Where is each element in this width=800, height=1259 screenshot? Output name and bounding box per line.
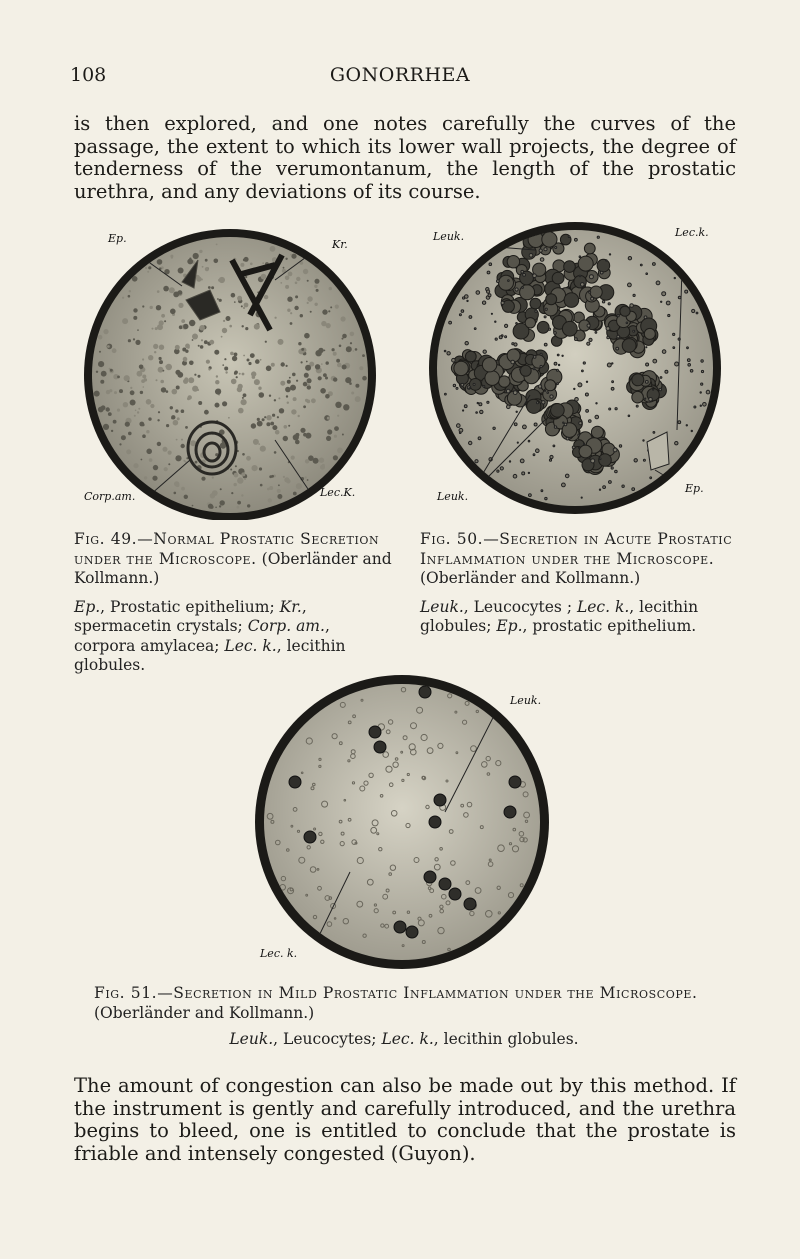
label-leuk-1: Leuk. xyxy=(433,230,465,243)
label-ep: Ep. xyxy=(685,482,704,495)
figure-50-micrograph xyxy=(415,220,735,520)
label-leuk: Leuk. xyxy=(510,694,542,707)
label-lec-k: Lec. k. xyxy=(260,947,298,960)
legend-fig-51: Leuk., Leucocytes; Lec. k., lecithin globules. xyxy=(229,1030,579,1048)
microscope-field xyxy=(264,684,540,960)
figure-51-micrograph xyxy=(240,672,570,974)
label-kr: Kr. xyxy=(332,238,348,251)
legend-fig-50: Leuk., Leucocytes ; Lec. k., lecithin globules; Ep., prostatic epithelium. xyxy=(420,597,699,635)
caption-fig-51: Fig. 51.—Secretion in Mild Prostatic Inflammation under the Microscope. (Oberländer and Kollmann.) Leuk., Leucocytes; Lec. k., lecithin globules. xyxy=(94,984,714,1050)
running-title: GONORRHEA xyxy=(329,64,471,86)
label-corp-am: Corp.am. xyxy=(84,490,136,503)
body-paragraph-top: is then explored, and one notes carefully the curves of the passage, the extent to which its lower wall projects, the degree of tenderness of the verumontanum, the length of the prostatic urethra, and any deviations of its course. xyxy=(74,112,736,203)
legend-fig-49: Ep., Prostatic epithelium; Kr., spermacetin crystals; Corp. am., corpora amylacea; Lec. k., lecithin globules. xyxy=(74,597,346,674)
label-leuk-2: Leuk. xyxy=(437,490,469,503)
caption-fig-49: Fig. 49.—Normal Prostatic Secretion under the Microscope. (Oberländer and Kollmann.) Ep., Prostatic epithelium; Kr., spermacetin crystals; Corp. am., corpora amylacea; Lec. k., lecithin globules. xyxy=(74,530,392,674)
page-number: 108 xyxy=(70,64,107,86)
label-lec-k: Lec.k. xyxy=(675,226,709,239)
label-ep: Ep. xyxy=(108,232,127,245)
body-paragraph-bottom: The amount of congestion can also be made out by this method. If the instrument is gently and carefully introduced, and the urethra begins to bleed, one is entitled to conclude that the prostate is friable and intensely congested (Guyon). xyxy=(74,1074,736,1165)
caption-fig-50: Fig. 50.—Secretion in Acute Prostatic Inflammation under the Microscope. (Oberländer and Kollmann.) Leuk., Leucocytes ; Lec. k., lecithin globules; Ep., prostatic epithelium. xyxy=(420,530,738,637)
page-header xyxy=(0,64,800,90)
figure-49-micrograph xyxy=(70,220,390,520)
label-lec-k: Lec.K. xyxy=(320,486,356,499)
